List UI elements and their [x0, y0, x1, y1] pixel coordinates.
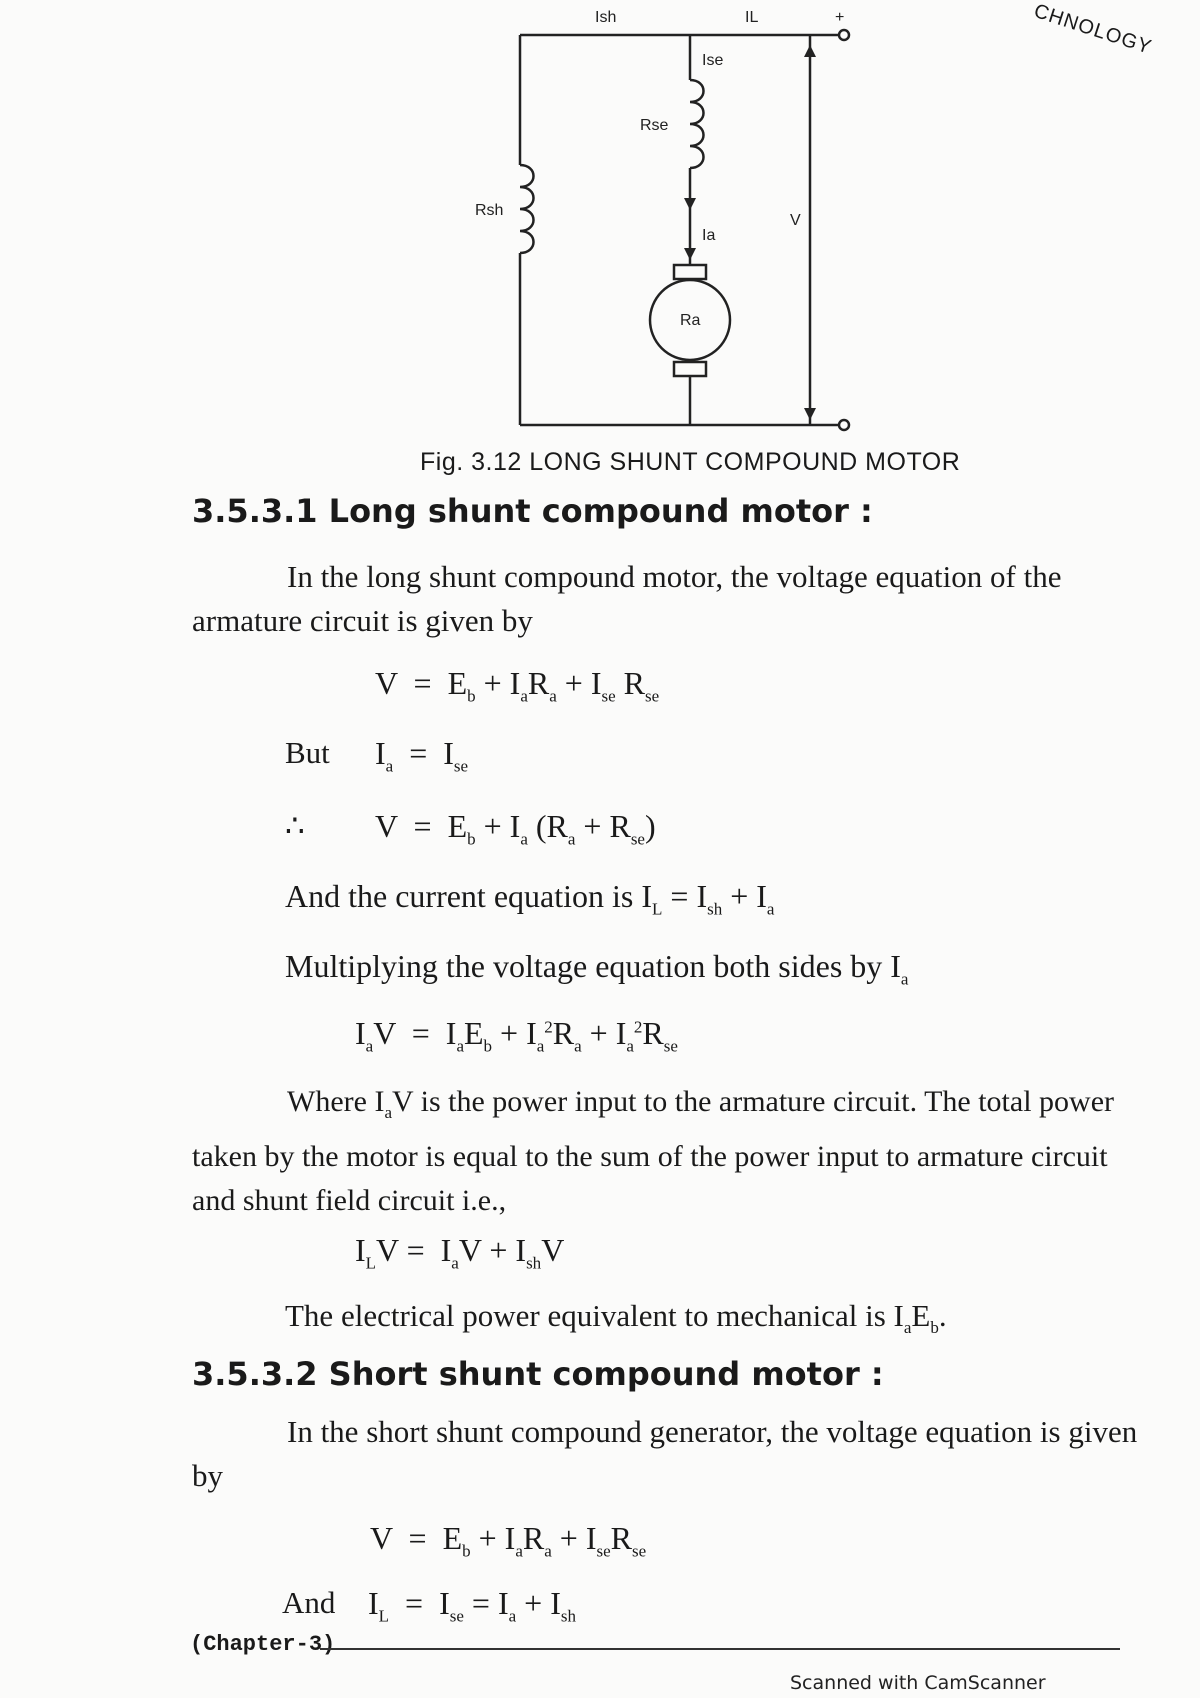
- ise-label: Ise: [702, 52, 724, 69]
- equation-current-long: And the current equation is $I_L = I_{sh} + I_a$: [285, 878, 775, 919]
- footer-rule: [320, 1648, 1120, 1650]
- ish-label: Ish: [595, 9, 617, 26]
- figure-caption: Fig. 3.12 LONG SHUNT COMPOUND MOTOR: [420, 448, 961, 476]
- rse-label: Rse: [640, 117, 669, 134]
- mechanical-power-statement: The electrical power equivalent to mechanical is $I_aE_b$.: [285, 1298, 947, 1338]
- section-heading-short-shunt: 3.5.3.2 Short shunt compound motor :: [192, 1355, 884, 1393]
- chapter-footer: (Chapter-3): [190, 1632, 336, 1657]
- paragraph-short-shunt-intro: In the short shunt compound generator, the voltage equation is given by: [192, 1414, 1138, 1493]
- multiply-statement: Multiplying the voltage equation both sides by $I_a$: [285, 948, 909, 989]
- and-label: And: [282, 1585, 336, 1620]
- ia-label: Ia: [702, 227, 716, 244]
- v-label: V: [790, 212, 801, 229]
- equation-voltage-simplified: $V = E_b + I_a$ $(R_a + R_{se})$: [375, 808, 656, 849]
- long-shunt-compound-motor-diagram: [440, 0, 880, 440]
- ra-label: Ra: [680, 312, 701, 329]
- running-header-fragment: CHNOLOGY: [1030, 0, 1155, 59]
- paragraph-long-shunt-intro: In the long shunt compound motor, the voltage equation of the armature circuit is given by: [192, 559, 1062, 638]
- therefore-symbol: ∴: [285, 808, 305, 843]
- rsh-label: Rsh: [475, 202, 504, 219]
- equation-voltage-short: $V = E_b + I_aR_a + I_{se}R_{se}$: [370, 1520, 647, 1561]
- equation-current-short: $I_L = I_{se} = I_a + I_{sh}$: [368, 1585, 576, 1626]
- paragraph-power-input: Where $I_aV$ is the power input to the armature circuit. The total power taken by the motor is equal to the sum of the power input to armature circuit and shunt field circuit i.e.,: [192, 1085, 1115, 1217]
- section-heading-long-shunt: 3.5.3.1 Long shunt compound motor :: [192, 492, 873, 530]
- il-label: IL: [745, 9, 759, 26]
- but-label: But: [285, 735, 330, 770]
- plus-label: +: [835, 9, 845, 26]
- scanner-watermark: Scanned with CamScanner: [790, 1672, 1046, 1694]
- equation-voltage-long: $V = E_b + I_aR_a + I_{se}$ $R_{se}$: [375, 665, 660, 706]
- equation-ia-equals-ise: $I_a = I_{se}$: [375, 735, 469, 776]
- equation-power-armature: $I_aV = I_aE_b + I_a^2R_a + I_a^2R_{se}$: [355, 1015, 678, 1056]
- equation-total-power: $I_LV = I_aV + I_{sh}V$: [355, 1232, 565, 1273]
